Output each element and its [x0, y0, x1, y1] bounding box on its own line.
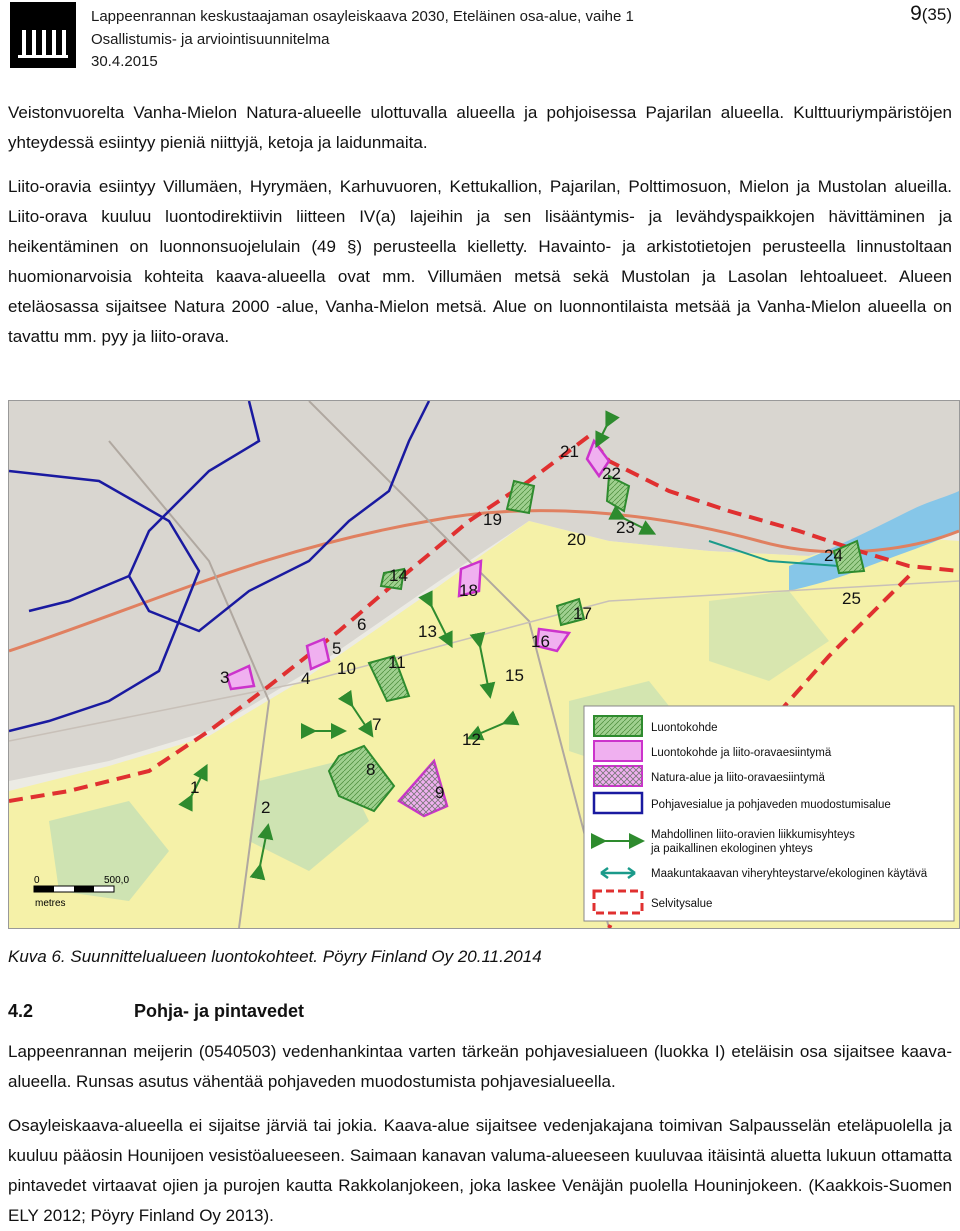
site-label: 1: [190, 778, 200, 797]
legend-eco-corridor: Maakuntakaavan viheryhteystarve/ekologinen käytävä: [651, 868, 928, 880]
site-label: 19: [483, 510, 502, 529]
site-label: 14: [389, 566, 408, 585]
header-date: 30.4.2015: [91, 53, 158, 70]
site-label: 9: [435, 783, 445, 802]
svg-text:500,0: 500,0: [104, 875, 130, 886]
site-label: 4: [301, 669, 311, 688]
legend-nature-squirrel: Luontokohde ja liito-oravaesiintymä: [651, 747, 832, 759]
legend-connection-line1: Mahdollinen liito-oravien liikkumisyhteys: [651, 829, 855, 841]
paragraph-flying-squirrel: Liito-oravia esiintyy Villumäen, Hyrymäen, Karhuvuoren, Kettukallion, Pajarilan, Polttimosuon, Mielon ja Mustolan alueilla. Liito-orava kuuluu luontodirektiivin liitteen IV(a) lajeihin ja sen lisääntymis- ja levähdyspaikkojen hävittäminen ja heikentäminen on luonnonsuojelulain (49 §) perusteella kielletty. Havainto- ja arkistotietojen perusteella linnustoltaan huomionarvoisia kohteita kaava-alueella ovat mm. Villumäen metsä sekä Mustolan ja Lasolan lehtoalueet. Alueen eteläosassa sijaitsee Natura 2000 -alue, Vanha-Mielon metsä. Alue on luonnontilaista metsää ja Vanha-Mielon alueella on tavattu mm. pyy ja liito-orava.: [8, 177, 952, 346]
site-label: 2: [261, 798, 271, 817]
nature-sites-map: [8, 400, 960, 929]
site-label: 12: [462, 730, 481, 749]
legend-survey-area: Selvitysalue: [651, 898, 713, 910]
legend-connection-line2: ja paikallinen ekologinen yhteys: [651, 843, 813, 855]
legend-groundwater: Pohjavesialue ja pohjaveden muodostumisalue: [651, 799, 891, 811]
city-logo: [10, 2, 76, 68]
legend-natura-squirrel: Natura-alue ja liito-oravaesiintymä: [651, 772, 825, 784]
site-label: 25: [842, 589, 861, 608]
site-label: 10: [337, 659, 356, 678]
site-label: 3: [220, 668, 230, 687]
figure-caption: Kuva 6. Suunnittelualueen luontokohteet. Pöyry Finland Oy 20.11.2014: [8, 947, 542, 966]
site-label: 20: [567, 530, 586, 549]
site-label: 7: [372, 715, 382, 734]
section-heading: 4.2 Pohja- ja pintavedet: [8, 1001, 305, 1021]
site-label: 8: [366, 760, 376, 779]
svg-text:metres: metres: [35, 898, 66, 909]
site-label: 24: [824, 546, 843, 565]
site-label: 21: [560, 442, 579, 461]
site-label: 18: [459, 581, 478, 600]
paragraph-groundwater: Lappeenrannan meijerin (0540503) vedenhankintaa varten tärkeän pohjavesialueen (luokka I) eteläisin osa sijaitsee kaava-alueella. Runsas asutus vähentää pohjaveden muodostumista pohjavesialueella.: [8, 1042, 952, 1091]
header-document-subtitle: Osallistumis- ja arviointisuunnitelma: [91, 31, 330, 48]
site-label: 16: [531, 632, 550, 651]
header-document-title: Lappeenrannan keskustaajaman osayleiskaava 2030, Eteläinen osa-alue, vaihe 1: [91, 8, 634, 25]
paragraph-landscape: Veistonvuorelta Vanha-Mielon Natura-alueelle ulottuvalla alueella ja pohjoisessa Pajarilan alueella. Kulttuuriympäristöjen yhteydessä esiintyy pieniä niittyjä, ketoja ja laidunmaita.: [8, 103, 952, 152]
page-number: 9(35): [910, 2, 952, 25]
site-label: 22: [602, 464, 621, 483]
legend-nature-site: Luontokohde: [651, 722, 718, 734]
site-label: 17: [573, 604, 592, 623]
svg-text:0: 0: [34, 875, 40, 886]
site-label: 13: [418, 622, 437, 641]
paragraph-surface-water: Osayleiskaava-alueella ei sijaitse järviä tai jokia. Kaava-alue sijaitsee vedenjakajana toimivan Salpausselän eteläpuolella ja kuuluu pääosin Hounijoen vesistöalueeseen. Saimaan kanavan valuma-alueeseen kuuluvaa itäisintä aluetta lukuun ottamatta pintavedet virtaavat ojien ja purojen kautta Rakkolanjokeen, joka laskee Venäjän puolella Houninjokeen. (Kaakkois-Suomen ELY 2012; Pöyry Finland Oy 2013).: [8, 1116, 952, 1225]
site-label: 15: [505, 666, 524, 685]
site-label: 23: [616, 518, 635, 537]
site-label: 6: [357, 615, 367, 634]
site-label: 5: [332, 639, 342, 658]
map-legend: [584, 706, 954, 921]
site-label: 11: [388, 653, 406, 672]
